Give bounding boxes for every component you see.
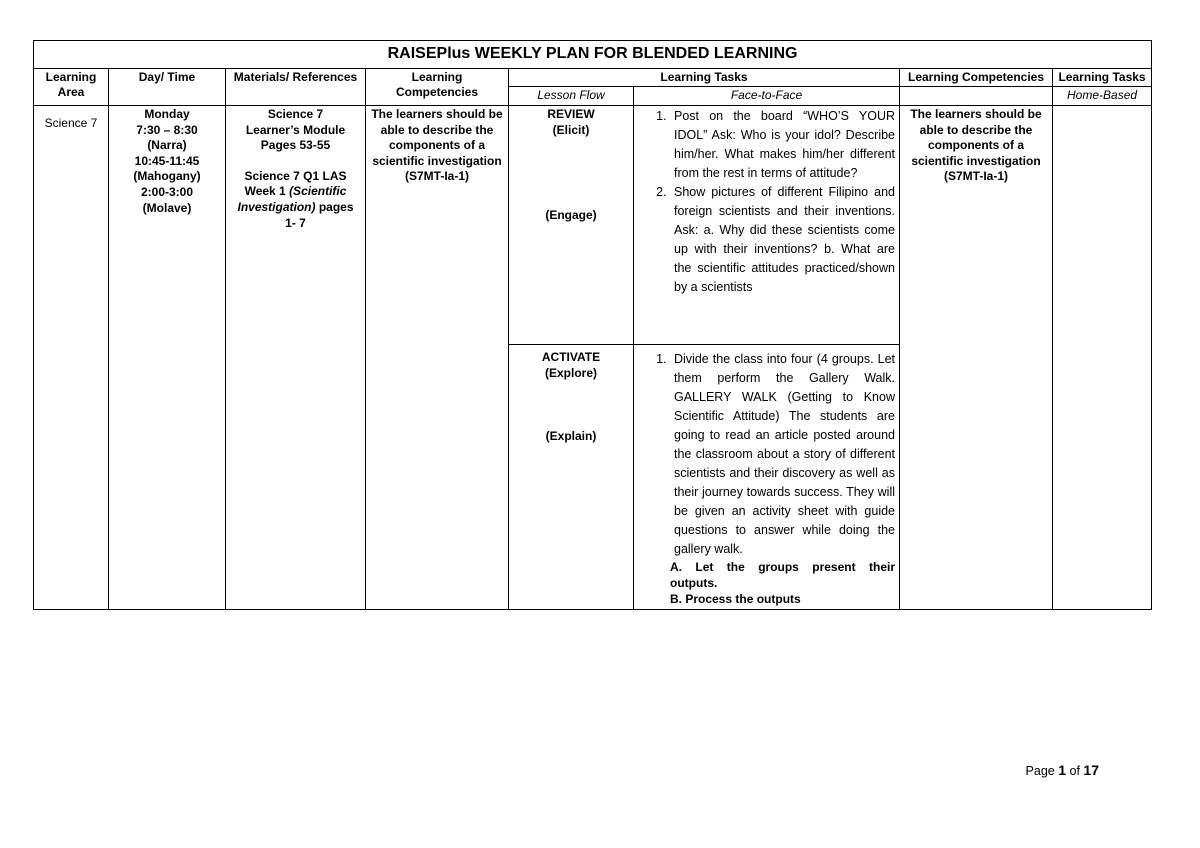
learning-area-cell: [34, 105, 109, 609]
header-empty: [900, 87, 1053, 106]
section-line: (Molave): [142, 200, 192, 215]
page-word: Page: [1025, 764, 1055, 778]
competency-code: (S7MT-Ia-1): [404, 169, 469, 184]
header-learning-area: Learning Area: [34, 68, 109, 105]
materials-cell: [226, 105, 366, 609]
engage-label: (Engage): [545, 208, 597, 223]
competency-cell: [366, 105, 509, 609]
header-competencies-right: Learning Competencies: [900, 68, 1053, 87]
header-face-to-face: Face-to-Face: [634, 87, 900, 106]
header-materials: Materials/ References: [226, 68, 366, 105]
list-item: 1. Post on the board “WHO’S YOUR IDOL” Ask: Who is your idol? Describe him/her. What makes him/her different from the rest in terms of attitude?: [670, 107, 895, 183]
materials-pages-word: pages: [315, 199, 354, 214]
review-flow-cell: [509, 105, 634, 344]
materials-line: Pages 53-55: [260, 138, 331, 153]
home-based-cell: [1053, 105, 1152, 609]
activate-step-a: A. Let the groups present their outputs.: [670, 559, 895, 591]
section-line: (Mahogany): [133, 169, 201, 184]
weekly-plan-table: [33, 40, 1152, 610]
header-learning-tasks-right: Learning Tasks: [1053, 68, 1152, 87]
competency-right-cell: [900, 105, 1053, 609]
materials-topic: (Scientific Investigation): [237, 184, 347, 214]
day-time-cell: [109, 105, 226, 609]
list-item: 1. Divide the class into four (4 groups. Let them perform the Gallery Walk. GALLERY WALK (Getting to Know Scientific Attitude) The students are going to read an article posted around the classroom about a story of different scientists and their discovery as well as their journey towards success. They will be given an activity sheet with guide questions to answer while doing the gallery walk.: [670, 350, 895, 559]
header-day-time: Day/ Time: [109, 68, 226, 105]
materials-week: Week 1: [244, 184, 290, 199]
time-line: 7:30 – 8:30: [136, 122, 198, 137]
activate-step-b: B. Process the outputs: [670, 592, 801, 607]
header-competencies: Learning Competencies: [366, 68, 509, 105]
day-line: Monday: [144, 106, 190, 121]
review-tasks-cell: [634, 105, 900, 344]
explain-label: (Explain): [545, 429, 597, 444]
time-line: 10:45-11:45: [134, 153, 200, 168]
competency-right-text: The learners should be able to describe the components of a scientific investigation: [910, 106, 1042, 168]
materials-line: Learner’s Module: [245, 122, 346, 137]
page-footer: [1026, 762, 1099, 778]
explore-label: (Explore): [544, 365, 597, 380]
elicit-label: (Elicit): [552, 122, 590, 137]
activate-tasks-cell: [634, 344, 900, 609]
section-line: (Narra): [147, 138, 187, 153]
activate-flow-cell: [509, 344, 634, 609]
of-word: of: [1069, 764, 1080, 778]
activate-task-list: [638, 350, 895, 559]
competency-right-code: (S7MT-Ia-1): [943, 169, 1008, 184]
review-task-list: [638, 107, 895, 297]
materials-line: Science 7: [267, 106, 324, 121]
time-line: 2:00-3:00: [140, 184, 194, 199]
activate-label: ACTIVATE: [541, 349, 601, 364]
header-lesson-flow: Lesson Flow: [509, 87, 634, 106]
page-total: 17: [1083, 762, 1099, 778]
learning-area-value: Science 7: [44, 115, 98, 130]
page-number: 1: [1058, 762, 1067, 778]
materials-line: Science 7 Q1 LAS: [244, 168, 347, 183]
header-home-based: Home-Based: [1053, 87, 1152, 106]
materials-line: [230, 184, 361, 215]
review-label: REVIEW: [547, 106, 595, 121]
plan-title: RAISEPlus WEEKLY PLAN FOR BLENDED LEARNING: [34, 41, 1152, 69]
header-learning-tasks: Learning Tasks: [509, 68, 900, 87]
materials-line: 1- 7: [285, 215, 306, 230]
competency-text: The learners should be able to describe the components of a scientific investigation: [371, 106, 503, 168]
list-item: 2. Show pictures of different Filipino and foreign scientists and their inventions. Ask: a. Why did these scientists come up with their inventions? b. What are the scientific attitudes practiced/shown by a scientists: [670, 183, 895, 297]
